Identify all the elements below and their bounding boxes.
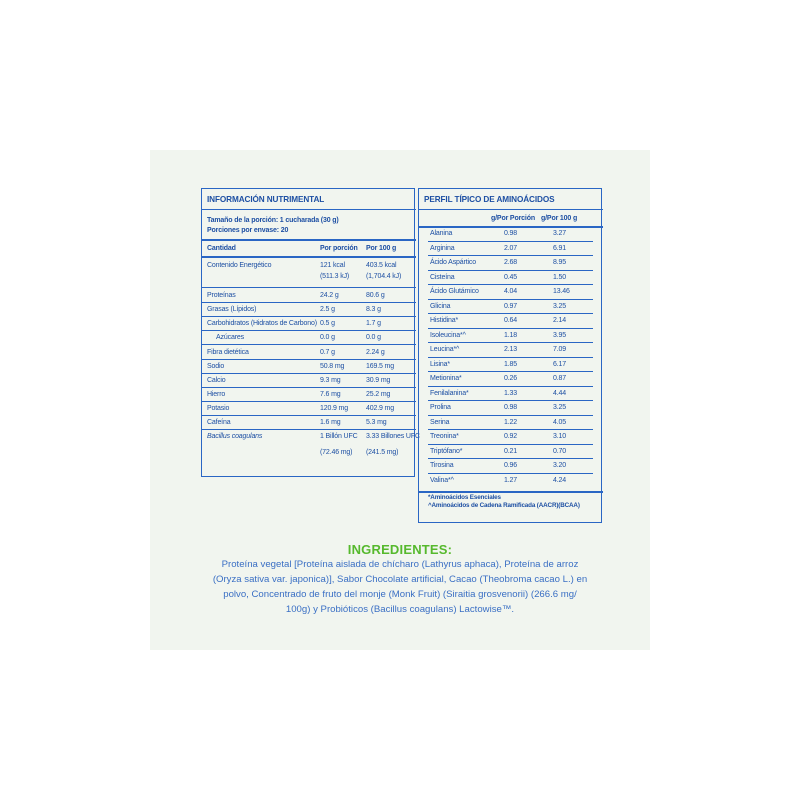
amino-per-serving: 0.45 bbox=[504, 274, 518, 281]
amino-per-100g: 3.10 bbox=[553, 433, 567, 440]
divider bbox=[419, 226, 603, 228]
nutrient-per-serving: 7.6 mg bbox=[320, 391, 341, 398]
amino-per-serving: 0.92 bbox=[504, 433, 518, 440]
nutrient-name: Fibra dietética bbox=[207, 349, 249, 356]
divider bbox=[202, 415, 416, 416]
amino-per-serving: 1.33 bbox=[504, 390, 518, 397]
amino-per-100g: 4.05 bbox=[553, 419, 567, 426]
amino-name: Lisina* bbox=[430, 361, 450, 368]
amino-name: Cisteína bbox=[430, 274, 455, 281]
divider bbox=[428, 473, 593, 474]
nutrient-per-100g: 30.9 mg bbox=[366, 377, 391, 384]
nutrient-per-100g: 2.24 g bbox=[366, 349, 385, 356]
amino-per-serving: 1.27 bbox=[504, 477, 518, 484]
nutrition-title: INFORMACIÓN NUTRIMENTAL bbox=[207, 195, 325, 204]
nutrient-per-serving: 1.6 mg bbox=[320, 419, 341, 426]
divider bbox=[428, 429, 593, 430]
divider bbox=[428, 458, 593, 459]
divider bbox=[428, 299, 593, 300]
nutrient-per-100g: 3.33 Billones UFC bbox=[366, 433, 420, 440]
amino-per-100g: 7.09 bbox=[553, 346, 567, 353]
nutrient-name: Proteínas bbox=[207, 292, 236, 299]
nutrient-per-100g: 402.9 mg bbox=[366, 405, 394, 412]
nutrient-name: Potasio bbox=[207, 405, 230, 412]
ingredients-line: Proteína vegetal [Proteína aislada de chícharo (Lathyrus aphaca), Proteína de arroz bbox=[221, 559, 579, 570]
amino-name: Histidina* bbox=[430, 317, 459, 324]
header-per-serving: g/Por Porción bbox=[491, 215, 535, 222]
divider bbox=[202, 302, 416, 303]
amino-per-100g: 4.24 bbox=[553, 477, 567, 484]
divider bbox=[428, 270, 593, 271]
header-quantity: Cantidad bbox=[207, 245, 236, 252]
amino-per-100g: 3.25 bbox=[553, 303, 567, 310]
amino-acid-panel bbox=[418, 188, 602, 523]
nutrient-per-serving: 120.9 mg bbox=[320, 405, 348, 412]
divider bbox=[202, 373, 416, 374]
nutrient-name: Carbohidratos (Hidratos de Carbono) bbox=[207, 320, 317, 327]
amino-name: Serina bbox=[430, 419, 450, 426]
nutrient-per-serving: 0.0 g bbox=[320, 334, 335, 341]
nutrient-name: Grasas (Lípidos) bbox=[207, 306, 257, 313]
nutrient-per-serving: 1 Billón UFC bbox=[320, 433, 358, 440]
amino-per-serving: 1.18 bbox=[504, 332, 518, 339]
nutrient-per-100g: 80.6 g bbox=[366, 292, 385, 299]
amino-per-100g: 2.14 bbox=[553, 317, 567, 324]
divider bbox=[202, 401, 416, 402]
ingredients-line: (Oryza sativa var. japonica)], Sabor Chocolate artificial, Cacao (Theobroma cacao L.) en bbox=[212, 574, 588, 585]
divider bbox=[419, 491, 603, 493]
ingredients-line: polvo, Concentrado de fruto del monje (Monk Fruit) (Siraitia grosvenorii) (266.6 mg/ bbox=[223, 589, 577, 600]
footnote-bcaa: ^Aminoácidos de Cadena Ramificada (AACR)(BCAA) bbox=[428, 502, 580, 509]
nutrient-per-100g: 0.0 g bbox=[366, 334, 381, 341]
header-per-100g: g/Por 100 g bbox=[541, 215, 578, 222]
amino-per-serving: 0.97 bbox=[504, 303, 518, 310]
nutrient-per-100g-mg: (241.5 mg) bbox=[366, 449, 399, 456]
divider bbox=[428, 386, 593, 387]
amino-per-100g: 6.91 bbox=[553, 245, 567, 252]
divider bbox=[202, 287, 416, 288]
amino-per-serving: 2.07 bbox=[504, 245, 518, 252]
divider bbox=[428, 400, 593, 401]
nutrient-per-serving-kj: (511.3 kJ) bbox=[320, 273, 350, 280]
nutrient-name: Calcio bbox=[207, 377, 226, 384]
amino-per-100g: 13.46 bbox=[553, 288, 570, 295]
divider bbox=[428, 444, 593, 445]
amino-name: Alanina bbox=[430, 230, 453, 237]
amino-per-100g: 0.87 bbox=[553, 375, 567, 382]
divider bbox=[202, 330, 416, 331]
divider bbox=[428, 415, 593, 416]
nutrient-per-serving: 121 kcal bbox=[320, 262, 345, 269]
amino-name: Metionina* bbox=[430, 375, 462, 382]
nutrient-per-100g: 1.7 g bbox=[366, 320, 381, 327]
amino-per-serving: 0.26 bbox=[504, 375, 518, 382]
amino-per-serving: 0.96 bbox=[504, 462, 518, 469]
nutrient-per-serving: 2.5 g bbox=[320, 306, 335, 313]
divider bbox=[428, 371, 593, 372]
divider bbox=[202, 359, 416, 360]
amino-per-100g: 1.50 bbox=[553, 274, 567, 281]
serving-size: Tamaño de la porción: 1 cucharada (30 g) bbox=[207, 217, 339, 224]
divider bbox=[428, 328, 593, 329]
divider bbox=[419, 209, 603, 210]
amino-name: Prolina bbox=[430, 404, 451, 411]
nutrient-name: Hierro bbox=[207, 391, 226, 398]
footnote-essential: *Aminoácidos Esenciales bbox=[428, 494, 501, 501]
nutrient-per-serving: 9.3 mg bbox=[320, 377, 341, 384]
divider bbox=[428, 342, 593, 343]
nutrient-per-serving: 24.2 g bbox=[320, 292, 339, 299]
amino-per-serving: 0.98 bbox=[504, 404, 518, 411]
amino-name: Ácido Glutámico bbox=[430, 288, 479, 295]
amino-name: Tirosina bbox=[430, 462, 454, 469]
nutrient-per-100g: 5.3 mg bbox=[366, 419, 387, 426]
amino-per-serving: 2.13 bbox=[504, 346, 518, 353]
amino-per-100g: 3.20 bbox=[553, 462, 567, 469]
amino-name: Fenilalanina* bbox=[430, 390, 469, 397]
divider bbox=[202, 239, 416, 241]
amino-name: Valina*^ bbox=[430, 477, 454, 484]
nutrient-name: Azúcares bbox=[216, 334, 244, 341]
divider bbox=[202, 209, 416, 210]
amino-per-serving: 1.85 bbox=[504, 361, 518, 368]
amino-per-serving: 2.68 bbox=[504, 259, 518, 266]
header-per-serving: Por porción bbox=[320, 245, 358, 252]
amino-title: PERFIL TÍPICO DE AMINOÁCIDOS bbox=[424, 195, 555, 204]
label-card bbox=[150, 150, 650, 650]
servings-per-container: Porciones por envase: 20 bbox=[207, 227, 289, 234]
divider bbox=[202, 387, 416, 388]
divider bbox=[202, 429, 416, 430]
nutrient-per-serving: 0.7 g bbox=[320, 349, 335, 356]
amino-name: Arginina bbox=[430, 245, 455, 252]
amino-per-100g: 6.17 bbox=[553, 361, 567, 368]
amino-per-serving: 0.64 bbox=[504, 317, 518, 324]
nutrient-name: Contenido Energético bbox=[207, 262, 272, 269]
nutrient-name: Cafeína bbox=[207, 419, 231, 426]
amino-per-serving: 0.21 bbox=[504, 448, 518, 455]
divider bbox=[428, 357, 593, 358]
nutrient-per-serving: 50.8 mg bbox=[320, 363, 345, 370]
nutrient-per-serving: 0.5 g bbox=[320, 320, 335, 327]
ingredients-title: INGREDIENTES: bbox=[347, 542, 453, 557]
amino-per-serving: 1.22 bbox=[504, 419, 518, 426]
amino-per-100g: 8.95 bbox=[553, 259, 567, 266]
amino-name: Leucina*^ bbox=[430, 346, 460, 353]
ingredients-line: 100g) y Probióticos (Bacillus coagulans) Lactowise™. bbox=[285, 604, 515, 615]
nutrient-per-100g: 8.3 g bbox=[366, 306, 381, 313]
nutrient-per-100g-kj: (1,704.4 kJ) bbox=[366, 273, 402, 280]
nutrient-per-serving-mg: (72.46 mg) bbox=[320, 449, 353, 456]
amino-per-serving: 0.98 bbox=[504, 230, 518, 237]
nutrient-per-100g: 403.5 kcal bbox=[366, 262, 397, 269]
amino-name: Ácido Aspártico bbox=[430, 259, 476, 266]
divider bbox=[428, 241, 593, 242]
amino-per-100g: 3.95 bbox=[553, 332, 567, 339]
amino-per-100g: 4.44 bbox=[553, 390, 567, 397]
amino-name: Isoleucina*^ bbox=[430, 332, 466, 339]
divider bbox=[428, 313, 593, 314]
divider bbox=[202, 344, 416, 345]
amino-per-serving: 4.04 bbox=[504, 288, 518, 295]
divider bbox=[202, 256, 416, 258]
amino-per-100g: 3.25 bbox=[553, 404, 567, 411]
amino-name: Glicina bbox=[430, 303, 451, 310]
amino-name: Triptófano* bbox=[430, 448, 463, 455]
nutrient-per-100g: 169.5 mg bbox=[366, 363, 394, 370]
nutrient-per-100g: 25.2 mg bbox=[366, 391, 391, 398]
nutrition-facts-panel bbox=[201, 188, 420, 477]
divider bbox=[428, 284, 593, 285]
amino-per-100g: 3.27 bbox=[553, 230, 567, 237]
nutrient-name: Bacillus coagulans bbox=[207, 433, 263, 440]
amino-name: Treonina* bbox=[430, 433, 459, 440]
amino-per-100g: 0.70 bbox=[553, 448, 567, 455]
nutrient-name: Sodio bbox=[207, 363, 225, 370]
header-per-100g: Por 100 g bbox=[366, 245, 397, 252]
divider bbox=[202, 316, 416, 317]
divider bbox=[428, 255, 593, 256]
